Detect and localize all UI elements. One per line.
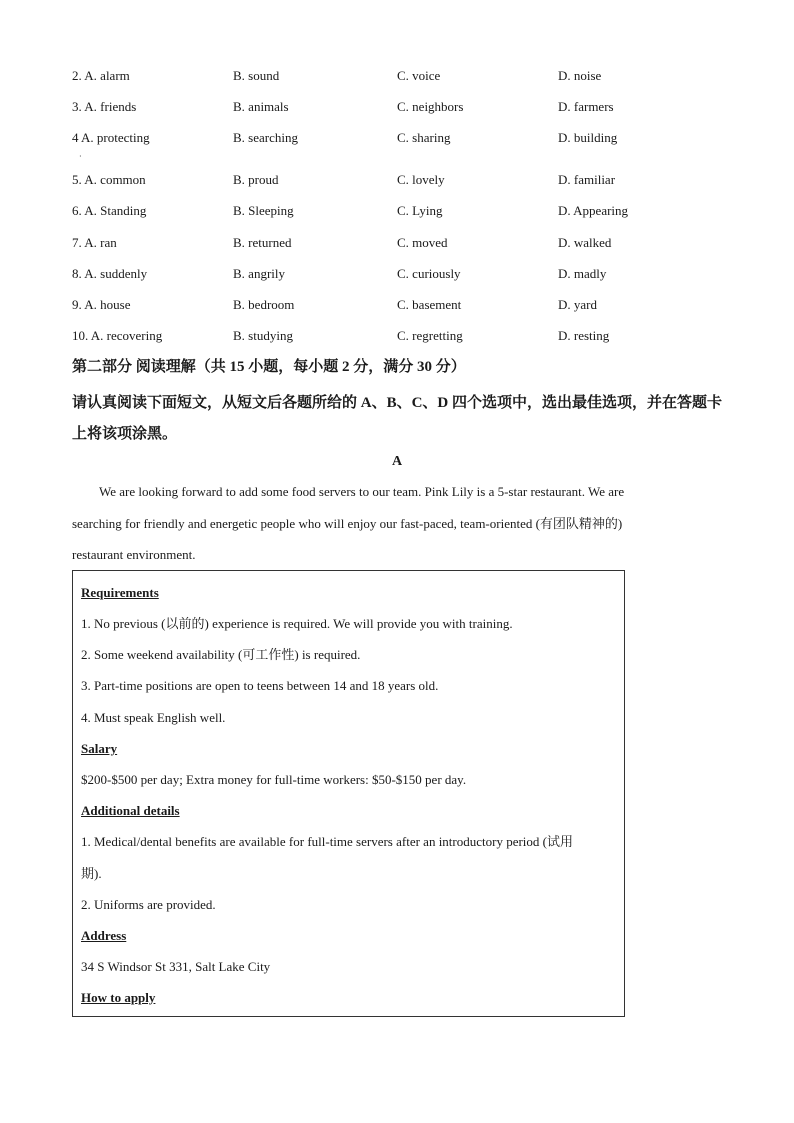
option-d: D. resting xyxy=(558,328,610,343)
option-d: D. farmers xyxy=(558,99,614,114)
option-d: D. familiar xyxy=(558,172,616,187)
option-a: 7. A. ran xyxy=(72,235,117,250)
option-a: 3. A. friends xyxy=(72,99,137,114)
option-b: B. returned xyxy=(233,235,292,250)
option-c: C. voice xyxy=(397,68,441,83)
detail-item-continued: 期). xyxy=(81,866,102,881)
option-a: 5. A. common xyxy=(72,172,146,187)
option-c: C. sharing xyxy=(397,130,451,145)
option-c: C. neighbors xyxy=(397,99,464,114)
salary-text: $200-$500 per day; Extra money for full-time workers: $50-$150 per day. xyxy=(81,772,467,787)
requirement-item: 1. No previous (以前的) experience is required. We will provide you with training. xyxy=(81,616,513,631)
requirement-item: 2. Some weekend availability (可工作性) is required. xyxy=(81,647,361,662)
option-a: 10. A. recovering xyxy=(72,328,163,343)
option-c: C. moved xyxy=(397,235,448,250)
passage-intro-line: searching for friendly and energetic people who will enjoy our fast-paced, team-oriented (有团队精神的) xyxy=(72,516,623,531)
option-d: D. walked xyxy=(558,235,612,250)
option-b: B. studying xyxy=(233,328,293,343)
section-heading: 第二部分 阅读理解（共 15 小题，每小题 2 分，满分 30 分） xyxy=(72,359,466,375)
option-c: C. curiously xyxy=(397,266,461,281)
requirement-item: 3. Part-time positions are open to teens between 14 and 18 years old. xyxy=(81,678,439,693)
option-a: 6. A. Standing xyxy=(72,203,147,218)
option-c: C. lovely xyxy=(397,172,445,187)
option-b: B. animals xyxy=(233,99,289,114)
option-d: D. madly xyxy=(558,266,607,281)
option-a: 8. A. suddenly xyxy=(72,266,148,281)
option-b: B. sound xyxy=(233,68,280,83)
salary-heading: Salary xyxy=(81,741,118,756)
option-c: C. regretting xyxy=(397,328,463,343)
detail-item: 1. Medical/dental benefits are available for full-time servers after an introductory period (试用 xyxy=(81,834,574,849)
option-b: B. Sleeping xyxy=(233,203,294,218)
option-c: C. basement xyxy=(397,297,462,312)
option-a: 9. A. house xyxy=(72,297,131,312)
requirement-item: 4. Must speak English well. xyxy=(81,710,226,725)
passage-intro-line: We are looking forward to add some food servers to our team. Pink Lily is a 5-star restaurant. We are xyxy=(99,484,625,499)
requirements-heading: Requirements xyxy=(81,585,159,600)
option-d: D. yard xyxy=(558,297,597,312)
option-d: D. noise xyxy=(558,68,602,83)
option-c: C. Lying xyxy=(397,203,443,218)
details-heading: Additional details xyxy=(81,803,180,818)
option-a: 4 A. protecting xyxy=(72,130,150,145)
option-a: 2. A. alarm xyxy=(72,68,130,83)
option-b: B. bedroom xyxy=(233,297,295,312)
section-instruction: 请认真阅读下面短文，从短文后各题所给的 A、B、C、D 四个选项中，选出最佳选项，并在答题卡上将该项涂黑。 xyxy=(72,395,723,442)
job-ad-box xyxy=(72,570,625,1017)
detail-item: 2. Uniforms are provided. xyxy=(81,897,216,912)
passage-intro-line: restaurant environment. xyxy=(72,547,196,562)
address-text: 34 S Windsor St 331, Salt Lake City xyxy=(81,959,271,974)
option-b: B. angrily xyxy=(233,266,285,281)
option-d: D. Appearing xyxy=(558,203,629,218)
passage-letter: A xyxy=(391,454,403,469)
option-b: B. proud xyxy=(233,172,279,187)
address-heading: Address xyxy=(81,928,127,943)
apply-heading: How to apply xyxy=(81,990,156,1005)
stray-mark: · xyxy=(79,152,82,161)
option-d: D. building xyxy=(558,130,618,145)
option-b: B. searching xyxy=(233,130,298,145)
